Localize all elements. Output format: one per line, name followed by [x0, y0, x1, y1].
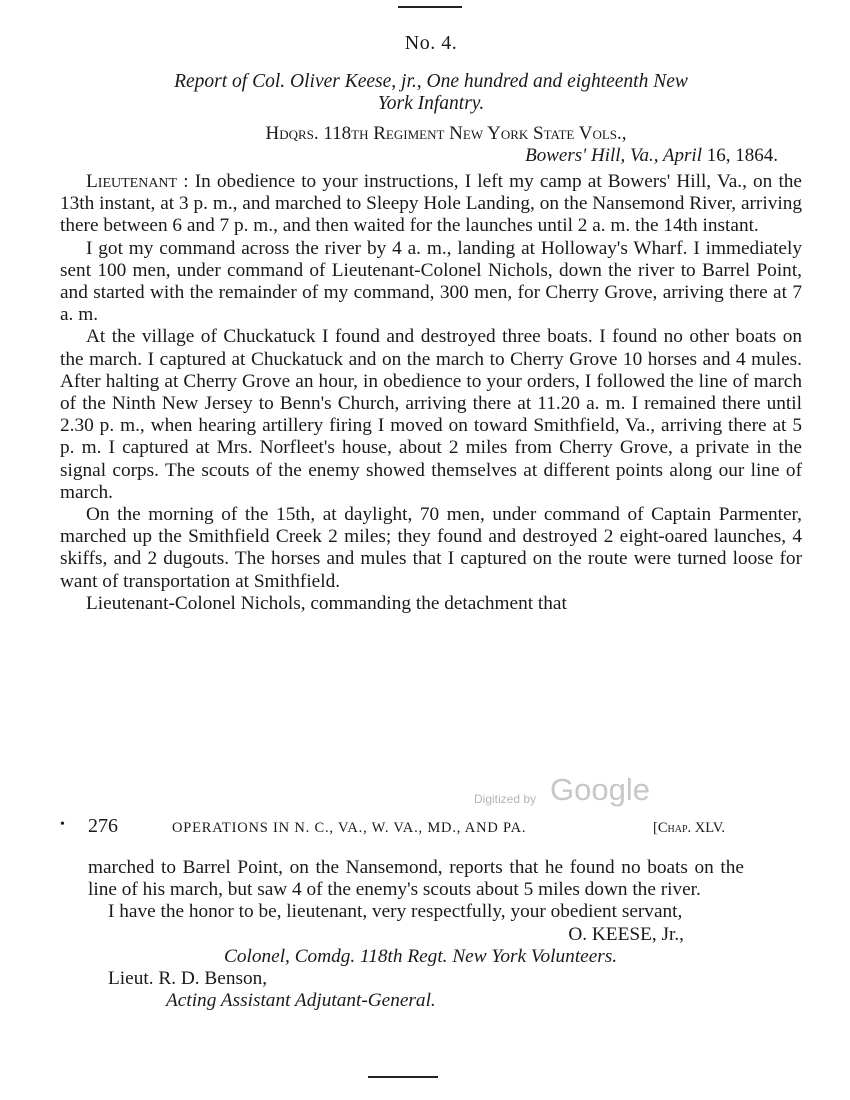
paragraph-1-text: : In obedience to your instructions, I left my camp at Bowers' Hill, Va., on the 13th instant, at 3 p. m., and marched to Sleepy Hole Landing, on the Nansemond River, arriving there between 6 and 7 p. m., and then waited for the launches until 2 a. m. the 14th instant. — [60, 171, 802, 237]
headquarters-place-date — [60, 145, 802, 167]
headquarters-place: Bowers' Hill, Va., April — [525, 145, 702, 166]
addressee-name: Lieut. R. D. Benson, — [108, 968, 268, 990]
continuation-paragraph: marched to Barrel Point, on the Nansemond, reports that he found no boats on the line of his march, but saw 4 of the enemy's scouts about 5 miles down the river. — [88, 857, 744, 901]
running-head-title: OPERATIONS IN N. C., VA., W. VA., MD., AND PA. — [172, 820, 527, 836]
report-title-line-1: Report of Col. Oliver Keese, jr., One hundred and eighteenth New — [174, 71, 688, 92]
digitized-watermark — [470, 772, 670, 814]
closing-line: I have the honor to be, lieutenant, very respectfully, your obedient servant, — [108, 901, 683, 923]
headquarters-date: 16, 1864. — [706, 145, 778, 166]
google-logo: Google — [550, 772, 650, 807]
page-upper — [60, 32, 802, 615]
signature-title: Colonel, Comdg. 118th Regt. New York Volunteers. — [224, 945, 618, 967]
running-head — [58, 815, 758, 841]
paragraph-3: At the village of Chuckatuck I found and destroyed three boats. I found no other boats on the march. I captured at Chuckatuck and on the march to Cherry Grove 10 horses and 4 mules. After halting at Cherry Grove an hour, in obedience to your orders, I followed the line of march of the Ninth New Jersey to Benn's Church, arriving there at 11.20 a. m. I remained there until 2.30 p. m., when hearing artillery firing I moved on toward Smithfield, Va., arriving there at 5 p. m. I captured at Mrs. Norfleet's house, about 2 miles from Cherry Grove, a private in the signal corps. The scouts of the enemy showed themselves at different points along our line of march. — [60, 326, 802, 503]
page-number: 276 — [88, 815, 118, 837]
margin-dot: • — [60, 817, 65, 832]
report-title-line-2: York Infantry. — [377, 93, 485, 114]
salutation: Lieutenant — [86, 171, 178, 192]
report-body — [60, 171, 802, 615]
paragraph-2: I got my command across the river by 4 a. m., landing at Holloway's Wharf. I immediately sent 100 men, under command of Lieutenant-Colonel Nichols, down the river to Barrel Point, and started with the remainder of my command, 300 men, for Cherry Grove, arriving there at 7 a. m. — [60, 237, 802, 326]
addressee-title: Acting Assistant Adjutant-General. — [166, 990, 436, 1012]
page-lower — [88, 857, 744, 1012]
signature-name: O. KEESE, Jr., — [568, 923, 684, 945]
report-title — [60, 71, 802, 115]
paragraph-4: On the morning of the 15th, at daylight, 70 men, under command of Captain Parmenter, marched up the Smithfield Creek 2 miles; they found and destroyed 2 eight-oared launches, 4 skiffs, and 2 dugouts. The horses and mules that I captured on the route were turned loose for want of transportation at Smithfield. — [60, 504, 802, 592]
paragraph-1 — [60, 171, 802, 238]
bottom-rule — [368, 1076, 438, 1078]
paragraph-5: Lieutenant-Colonel Nichols, commanding the detachment that — [86, 592, 567, 614]
top-rule — [398, 6, 462, 8]
document-number: No. 4. — [404, 32, 458, 54]
digitized-by-label: Digitized by — [474, 792, 537, 806]
chapter-label: [Chap. XLV. — [653, 820, 725, 836]
headquarters-line: Hdqrs. 118th Regiment New York State Vols., — [265, 123, 627, 144]
